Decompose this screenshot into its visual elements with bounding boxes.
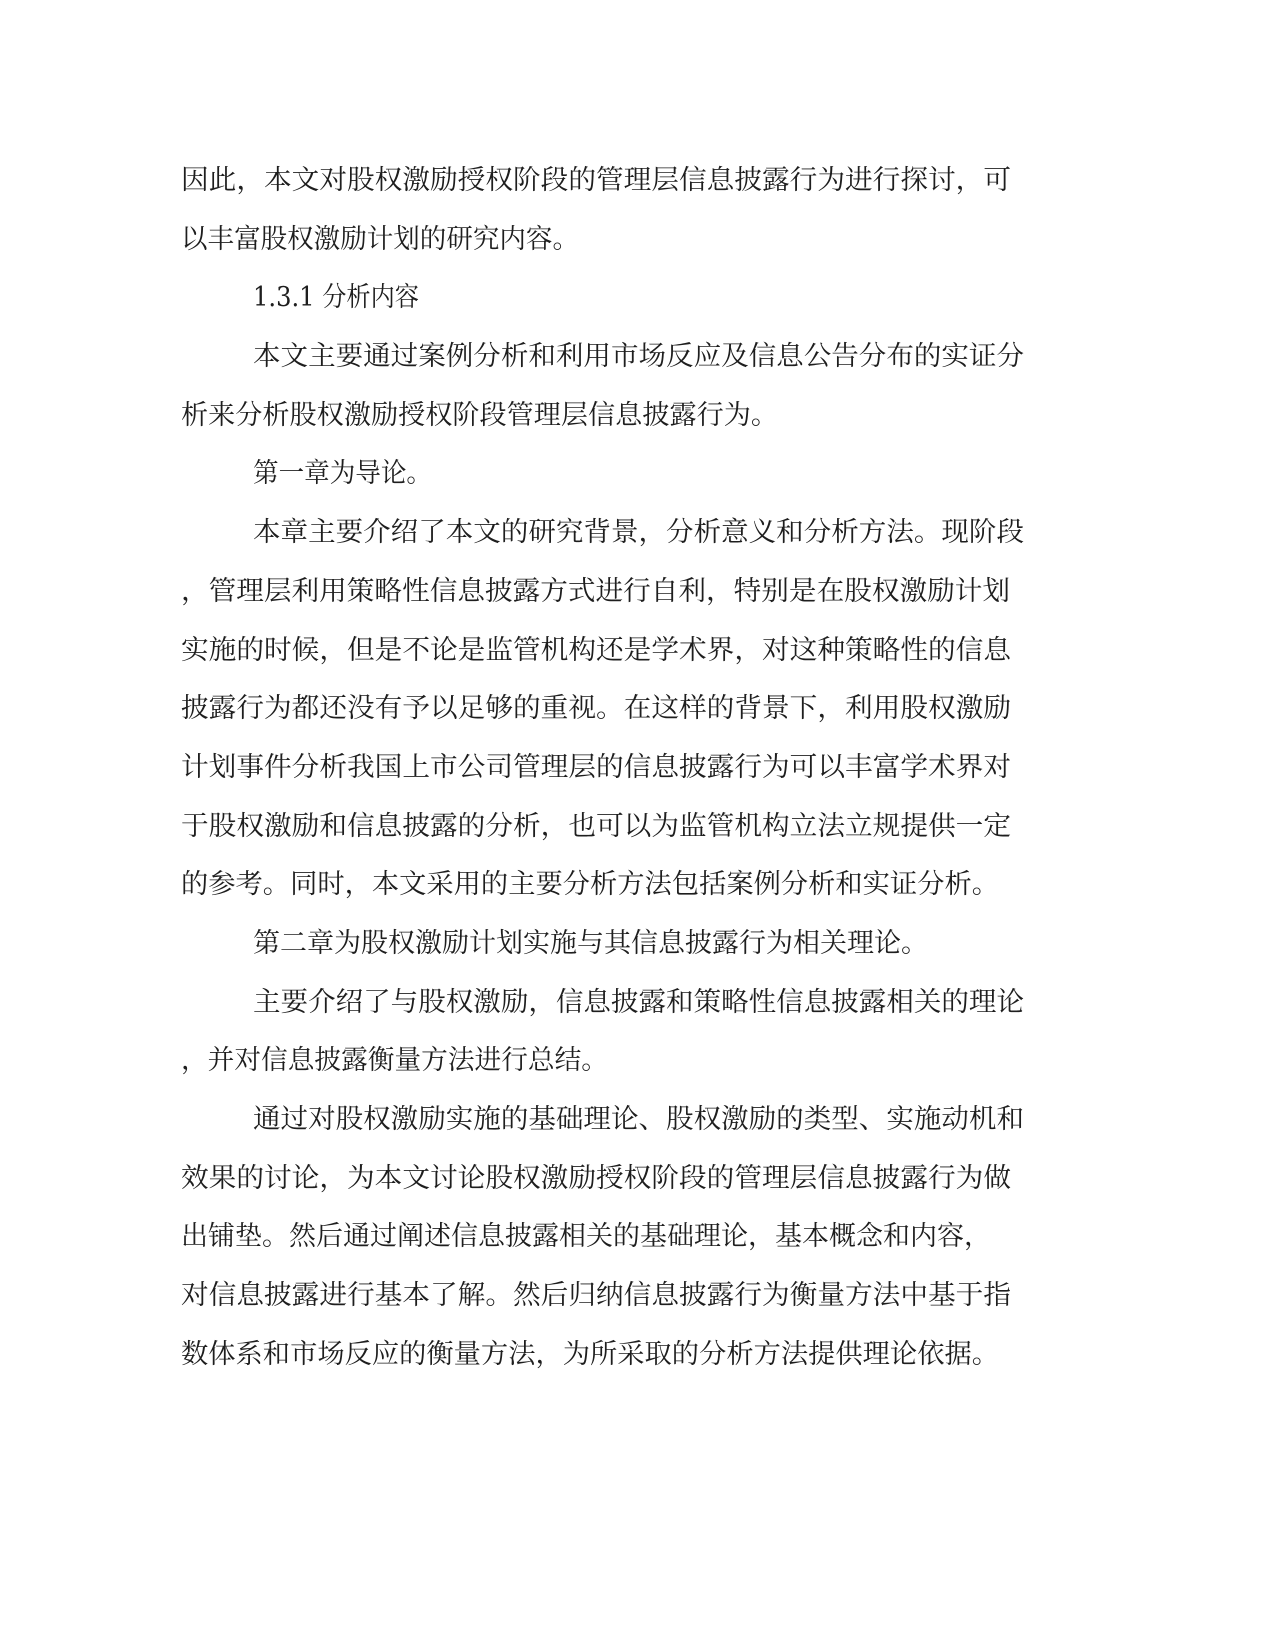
text-line-5 xyxy=(0,394,1275,438)
text-line-11-text: 计划事件分析我国上市公司管理层的信息披露行为可以丰富学术界对 xyxy=(181,752,1011,783)
text-line-6-text: 第一章为导论。 xyxy=(253,458,432,489)
text-line-8 xyxy=(0,570,1275,614)
text-line-1 xyxy=(0,159,1275,203)
section-heading xyxy=(0,276,1275,320)
text-line-16 xyxy=(0,1039,1275,1083)
text-line-6 xyxy=(0,452,1275,496)
text-line-15 xyxy=(0,981,1275,1025)
text-line-2-text: 以丰富股权激励计划的研究内容。 xyxy=(181,224,579,255)
text-line-7-text: 本章主要介绍了本文的研究背景，分析意义和分析方法。现阶段 xyxy=(253,517,1024,548)
text-line-1-text: 因此，本文对股权激励授权阶段的管理层信息披露行为进行探讨，可 xyxy=(181,165,1011,196)
text-line-11 xyxy=(0,746,1275,790)
text-line-18 xyxy=(0,1157,1275,1201)
text-line-2 xyxy=(0,218,1275,262)
text-line-4 xyxy=(0,335,1275,379)
text-line-12-text: 于股权激励和信息披露的分析，也可以为监管机构立法立规提供一定 xyxy=(181,811,1011,842)
text-line-10 xyxy=(0,687,1275,731)
text-line-19 xyxy=(0,1215,1275,1259)
text-line-16-text: ，并对信息披露衡量方法进行总结。 xyxy=(181,1045,608,1076)
text-line-21-text: 数体系和市场反应的衡量方法，为所采取的分析方法提供理论依据。 xyxy=(181,1339,999,1370)
text-line-18-text: 效果的讨论，为本文讨论股权激励授权阶段的管理层信息披露行为做 xyxy=(181,1163,1011,1194)
text-line-7 xyxy=(0,511,1275,555)
text-line-14-text: 第二章为股权激励计划实施与其信息披露行为相关理论。 xyxy=(253,928,928,959)
text-line-20-text: 对信息披露进行基本了解。然后归纳信息披露行为衡量方法中基于指 xyxy=(181,1280,1011,1311)
text-line-8-text: ，管理层利用策略性信息披露方式进行自利，特别是在股权激励计划 xyxy=(181,576,1010,607)
text-line-13-text: 的参考。同时，本文采用的主要分析方法包括案例分析和实证分析。 xyxy=(181,869,999,900)
text-line-4-text: 本文主要通过案例分析和利用市场反应及信息公告分布的实证分 xyxy=(253,341,1024,372)
text-line-9 xyxy=(0,629,1275,673)
text-line-13 xyxy=(0,863,1275,907)
text-line-17 xyxy=(0,1098,1275,1142)
text-line-9-text: 实施的时候，但是不论是监管机构还是学术界，对这种策略性的信息 xyxy=(181,635,1011,666)
text-line-15-text: 主要介绍了与股权激励，信息披露和策略性信息披露相关的理论 xyxy=(253,987,1024,1018)
text-line-19-text: 出铺垫。然后通过阐述信息披露相关的基础理论，基本概念和内容， xyxy=(181,1221,991,1252)
text-line-10-text: 披露行为都还没有予以足够的重视。在这样的背景下，利用股权激励 xyxy=(181,693,1011,724)
text-line-12 xyxy=(0,805,1275,849)
text-line-21 xyxy=(0,1333,1275,1377)
section-heading-text: 1.3.1 分析内容 xyxy=(253,282,419,313)
text-line-14 xyxy=(0,922,1275,966)
text-line-17-text: 通过对股权激励实施的基础理论、股权激励的类型、实施动机和 xyxy=(253,1104,1024,1135)
text-line-5-text: 析来分析股权激励授权阶段管理层信息披露行为。 xyxy=(181,400,778,431)
text-line-20 xyxy=(0,1274,1275,1318)
